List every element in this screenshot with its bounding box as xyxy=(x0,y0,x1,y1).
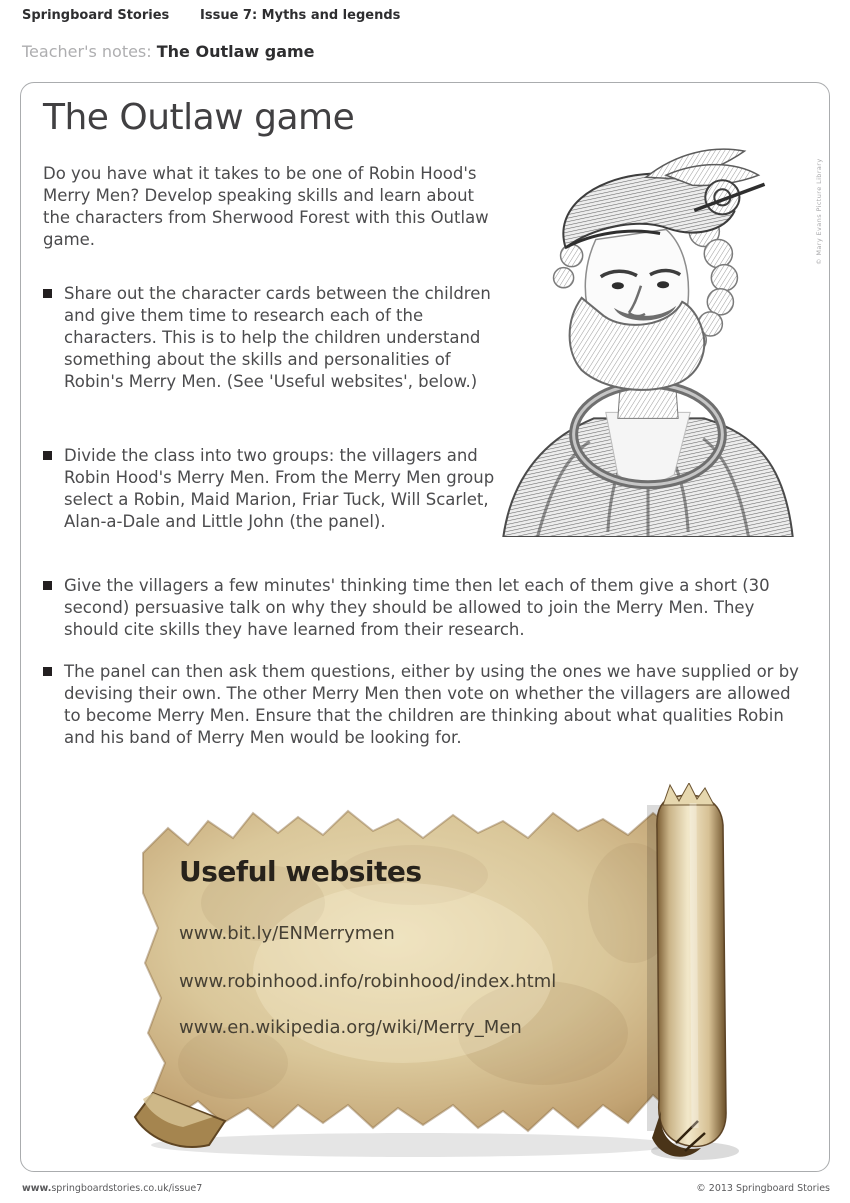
robin-hood-engraving xyxy=(487,135,809,537)
bullet-text: The panel can then ask them questions, either by using the ones we have supplied or by devising their own. The other Merry Men then vote on whether the villagers are allowed to become Merry Men. Ensure that the children are thinking about what qualities Robin and his band of Merry Men would be looking for. xyxy=(64,662,799,747)
bullet-item xyxy=(43,575,811,641)
intro-paragraph: Do you have what it takes to be one of Robin Hood's Merry Men? Develop speaking skills and learn about the characters from Sherwood Forest with this Outlaw game. xyxy=(43,164,489,249)
bullet-text: Divide the class into two groups: the villagers and Robin Hood's Merry Men. From the Merry Men group select a Robin, Maid Marion, Friar Tuck, Will Scarlet, Alan-a-Dale and Little John (the panel). xyxy=(64,446,495,531)
footer-url-prefix: www. xyxy=(22,1183,52,1194)
bullet-square-icon xyxy=(43,451,52,460)
bullet-item xyxy=(43,661,811,749)
image-credit: © Mary Evans Picture Library xyxy=(815,158,823,265)
bullet-text: Share out the character cards between the children and give them time to research each of the characters. This is to help the children understand something about the skills and personalities of Robin's Merry Men. (See 'Useful websites', below.) xyxy=(64,284,491,391)
website-link: www.en.wikipedia.org/wiki/Merry_Men xyxy=(179,1017,522,1038)
bullet-square-icon xyxy=(43,667,52,676)
footer-copyright: © 2013 Springboard Stories xyxy=(696,1183,830,1194)
bullet-text: Give the villagers a few minutes' thinking time then let each of them give a short (30 second) persuasive talk on why they should be allowed to join the Merry Men. They should cite skills they have learned from their research. xyxy=(64,576,770,639)
footer-url-rest: springboardstories.co.uk/issue7 xyxy=(51,1183,203,1194)
bullet-item xyxy=(43,283,505,393)
website-link: www.robinhood.info/robinhood/index.html xyxy=(179,971,557,992)
footer-url xyxy=(22,1183,202,1194)
bullet-square-icon xyxy=(43,581,52,590)
content-box xyxy=(20,82,830,1172)
useful-websites-heading: Useful websites xyxy=(179,855,422,888)
bullet-square-icon xyxy=(43,289,52,298)
page-subtitle xyxy=(22,42,315,61)
subtitle-prefix: Teacher's notes: xyxy=(22,42,157,61)
brand-title: Springboard Stories xyxy=(22,8,170,23)
website-link: www.bit.ly/ENMerrymen xyxy=(179,923,395,944)
subtitle-title: The Outlaw game xyxy=(156,42,315,61)
page-title: The Outlaw game xyxy=(43,97,355,138)
bullet-item xyxy=(43,445,505,533)
issue-label: Issue 7: Myths and legends xyxy=(200,8,401,23)
useful-websites-scroll xyxy=(113,783,763,1165)
